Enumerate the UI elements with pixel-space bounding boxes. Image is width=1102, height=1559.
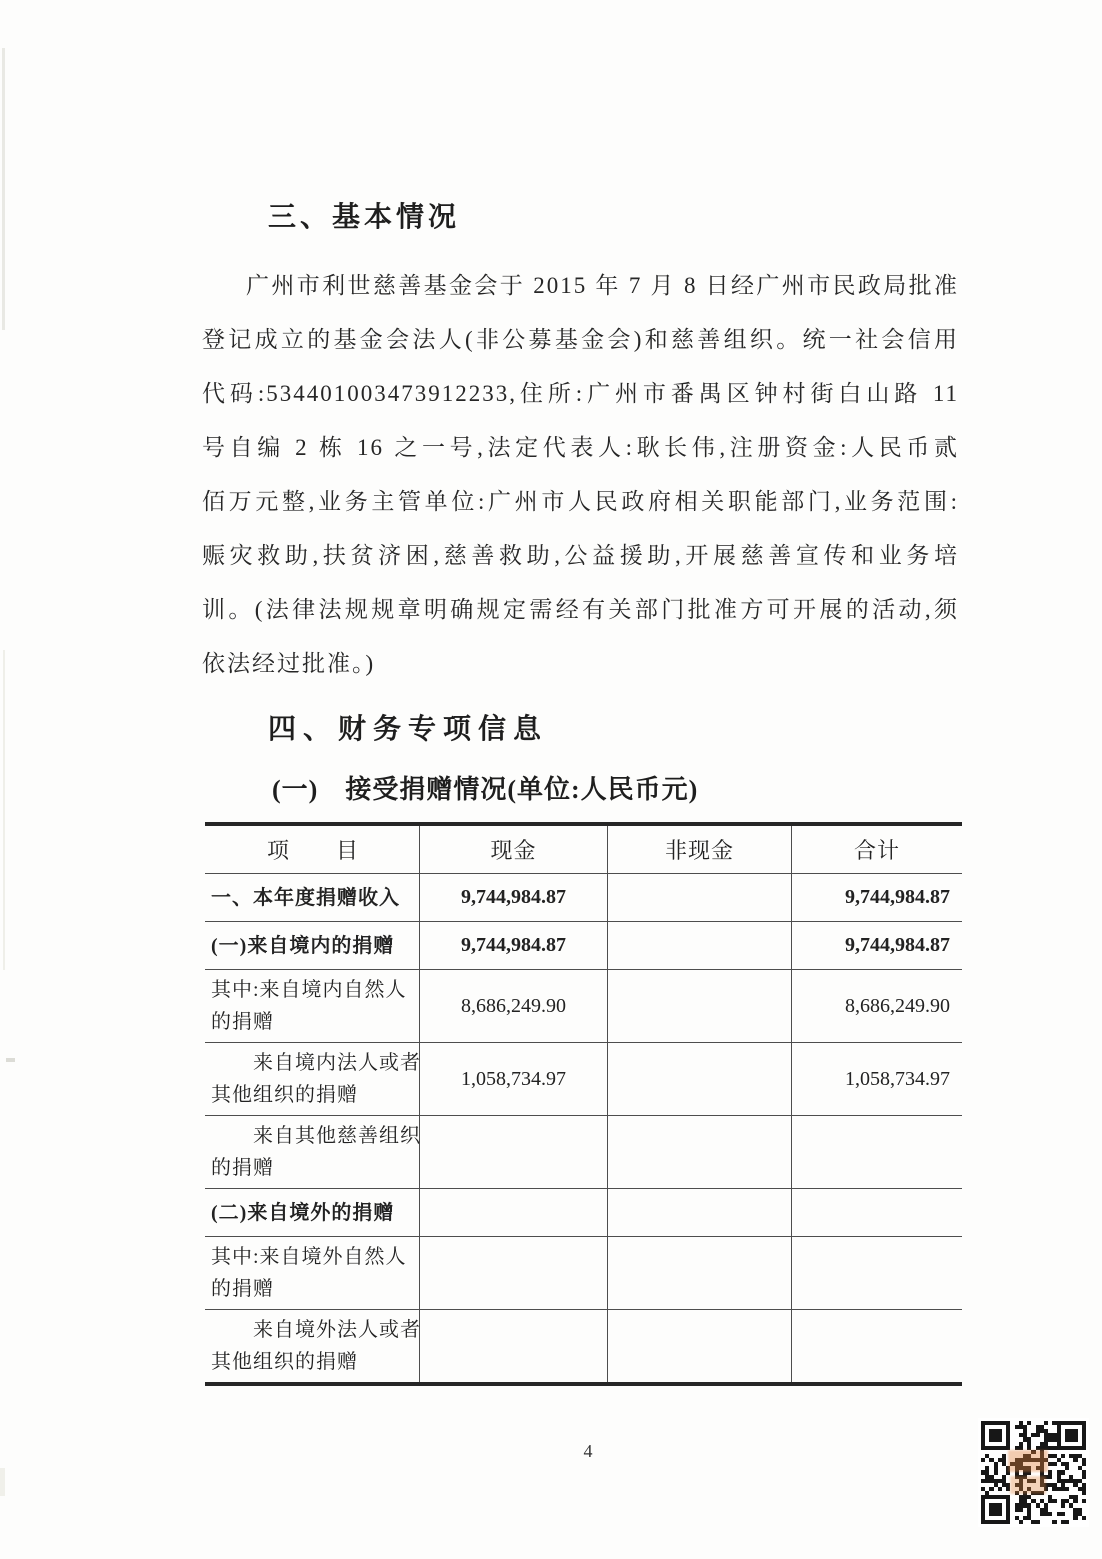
qr-pattern: [981, 1421, 1086, 1524]
donation-subsection-heading: (一) 接受捐赠情况(单位:人民币元): [272, 775, 699, 804]
row-label: 其他组织的捐赠: [211, 1351, 358, 1373]
row-label: (一)来自境内的捐赠: [211, 934, 395, 957]
column-header-cash: 现金: [420, 826, 608, 873]
cash-value: [420, 1310, 608, 1382]
paragraph-line: 登记成立的基金会法人(非公募基金会)和慈善组织。统一社会信用: [202, 327, 959, 352]
cash-value: [420, 1237, 608, 1309]
row-label: 来自境内法人或者: [253, 1052, 421, 1074]
noncash-value: [608, 1189, 792, 1236]
column-header-item: 项 目: [205, 826, 420, 873]
table-row: [205, 1237, 962, 1310]
row-label: 其他组织的捐赠: [211, 1084, 358, 1106]
paragraph-line: 代码:534401003473912233,住所:广州市番禺区钟村街白山路 11: [202, 381, 959, 406]
section-4-heading: 四、财务专项信息: [268, 714, 549, 745]
row-label: 一、本年度捐赠收入: [211, 886, 400, 909]
table-header-row: [205, 826, 962, 874]
page-content: [202, 195, 959, 1386]
table-row: [205, 922, 962, 970]
row-label: 来自其他慈善组织: [253, 1125, 421, 1147]
cash-value: 9,744,984.87: [420, 922, 608, 969]
total-value: 8,686,249.90: [845, 994, 950, 1017]
column-header-noncash: 非现金: [608, 826, 792, 873]
scan-artifact: [2, 48, 5, 330]
column-header-total: 合计: [853, 838, 900, 863]
donation-table: [205, 822, 962, 1386]
noncash-value: [608, 1116, 792, 1188]
row-label: 的捐赠: [211, 1278, 274, 1300]
cash-value: [420, 1116, 608, 1188]
noncash-value: [608, 922, 792, 969]
table-row: [205, 1043, 962, 1116]
qr-code: [978, 1418, 1089, 1527]
cash-value: 1,058,734.97: [420, 1043, 608, 1115]
total-value: 1,058,734.97: [845, 1067, 950, 1090]
paragraph-line: 广州市利世慈善基金会于 2015 年 7 月 8 日经广州市民政局批准: [246, 273, 959, 298]
total-value: 9,744,984.87: [845, 886, 950, 908]
cash-value: [420, 1189, 608, 1236]
row-label: 其中:来自境内自然人: [211, 979, 407, 1001]
cash-value: 8,686,249.90: [420, 970, 608, 1042]
paragraph-line: 佰万元整,业务主管单位:广州市人民政府相关职能部门,业务范围:: [202, 489, 959, 514]
total-value: [792, 1237, 962, 1309]
total-value: [792, 1116, 962, 1188]
table-row: [205, 970, 962, 1043]
row-label: 来自境外法人或者: [253, 1319, 421, 1341]
scan-artifact: [3, 650, 5, 970]
scan-artifact: [6, 1058, 15, 1062]
table-row: [205, 874, 962, 922]
paragraph-line: 依法经过批准。): [202, 651, 376, 676]
table-row: [205, 1116, 962, 1189]
total-value: 9,744,984.87: [845, 934, 950, 956]
row-label: (二)来自境外的捐赠: [211, 1201, 395, 1224]
table-row: [205, 1189, 962, 1237]
basic-info-paragraph: [202, 259, 959, 691]
row-label: 的捐赠: [211, 1157, 274, 1179]
noncash-value: [608, 1043, 792, 1115]
noncash-value: [608, 874, 792, 921]
table-row: [205, 1310, 962, 1382]
paragraph-line: 赈灾救助,扶贫济困,慈善救助,公益援助,开展慈善宣传和业务培: [202, 543, 959, 568]
noncash-value: [608, 1310, 792, 1382]
row-label: 其中:来自境外自然人: [211, 1246, 407, 1268]
cash-value: 9,744,984.87: [420, 874, 608, 921]
section-3-heading: 三、基本情况: [268, 202, 461, 233]
paragraph-line: 号自编 2 栋 16 之一号,法定代表人:耿长伟,注册资金:人民币贰: [202, 435, 959, 460]
page-number: 4: [583, 1441, 593, 1461]
total-value: [792, 1189, 962, 1236]
noncash-value: [608, 1237, 792, 1309]
paragraph-line: 训。(法律法规规章明确规定需经有关部门批准方可开展的活动,须: [202, 597, 959, 622]
scan-artifact: [0, 1468, 5, 1496]
total-value: [792, 1310, 962, 1382]
row-label: 的捐赠: [211, 1011, 274, 1033]
noncash-value: [608, 970, 792, 1042]
